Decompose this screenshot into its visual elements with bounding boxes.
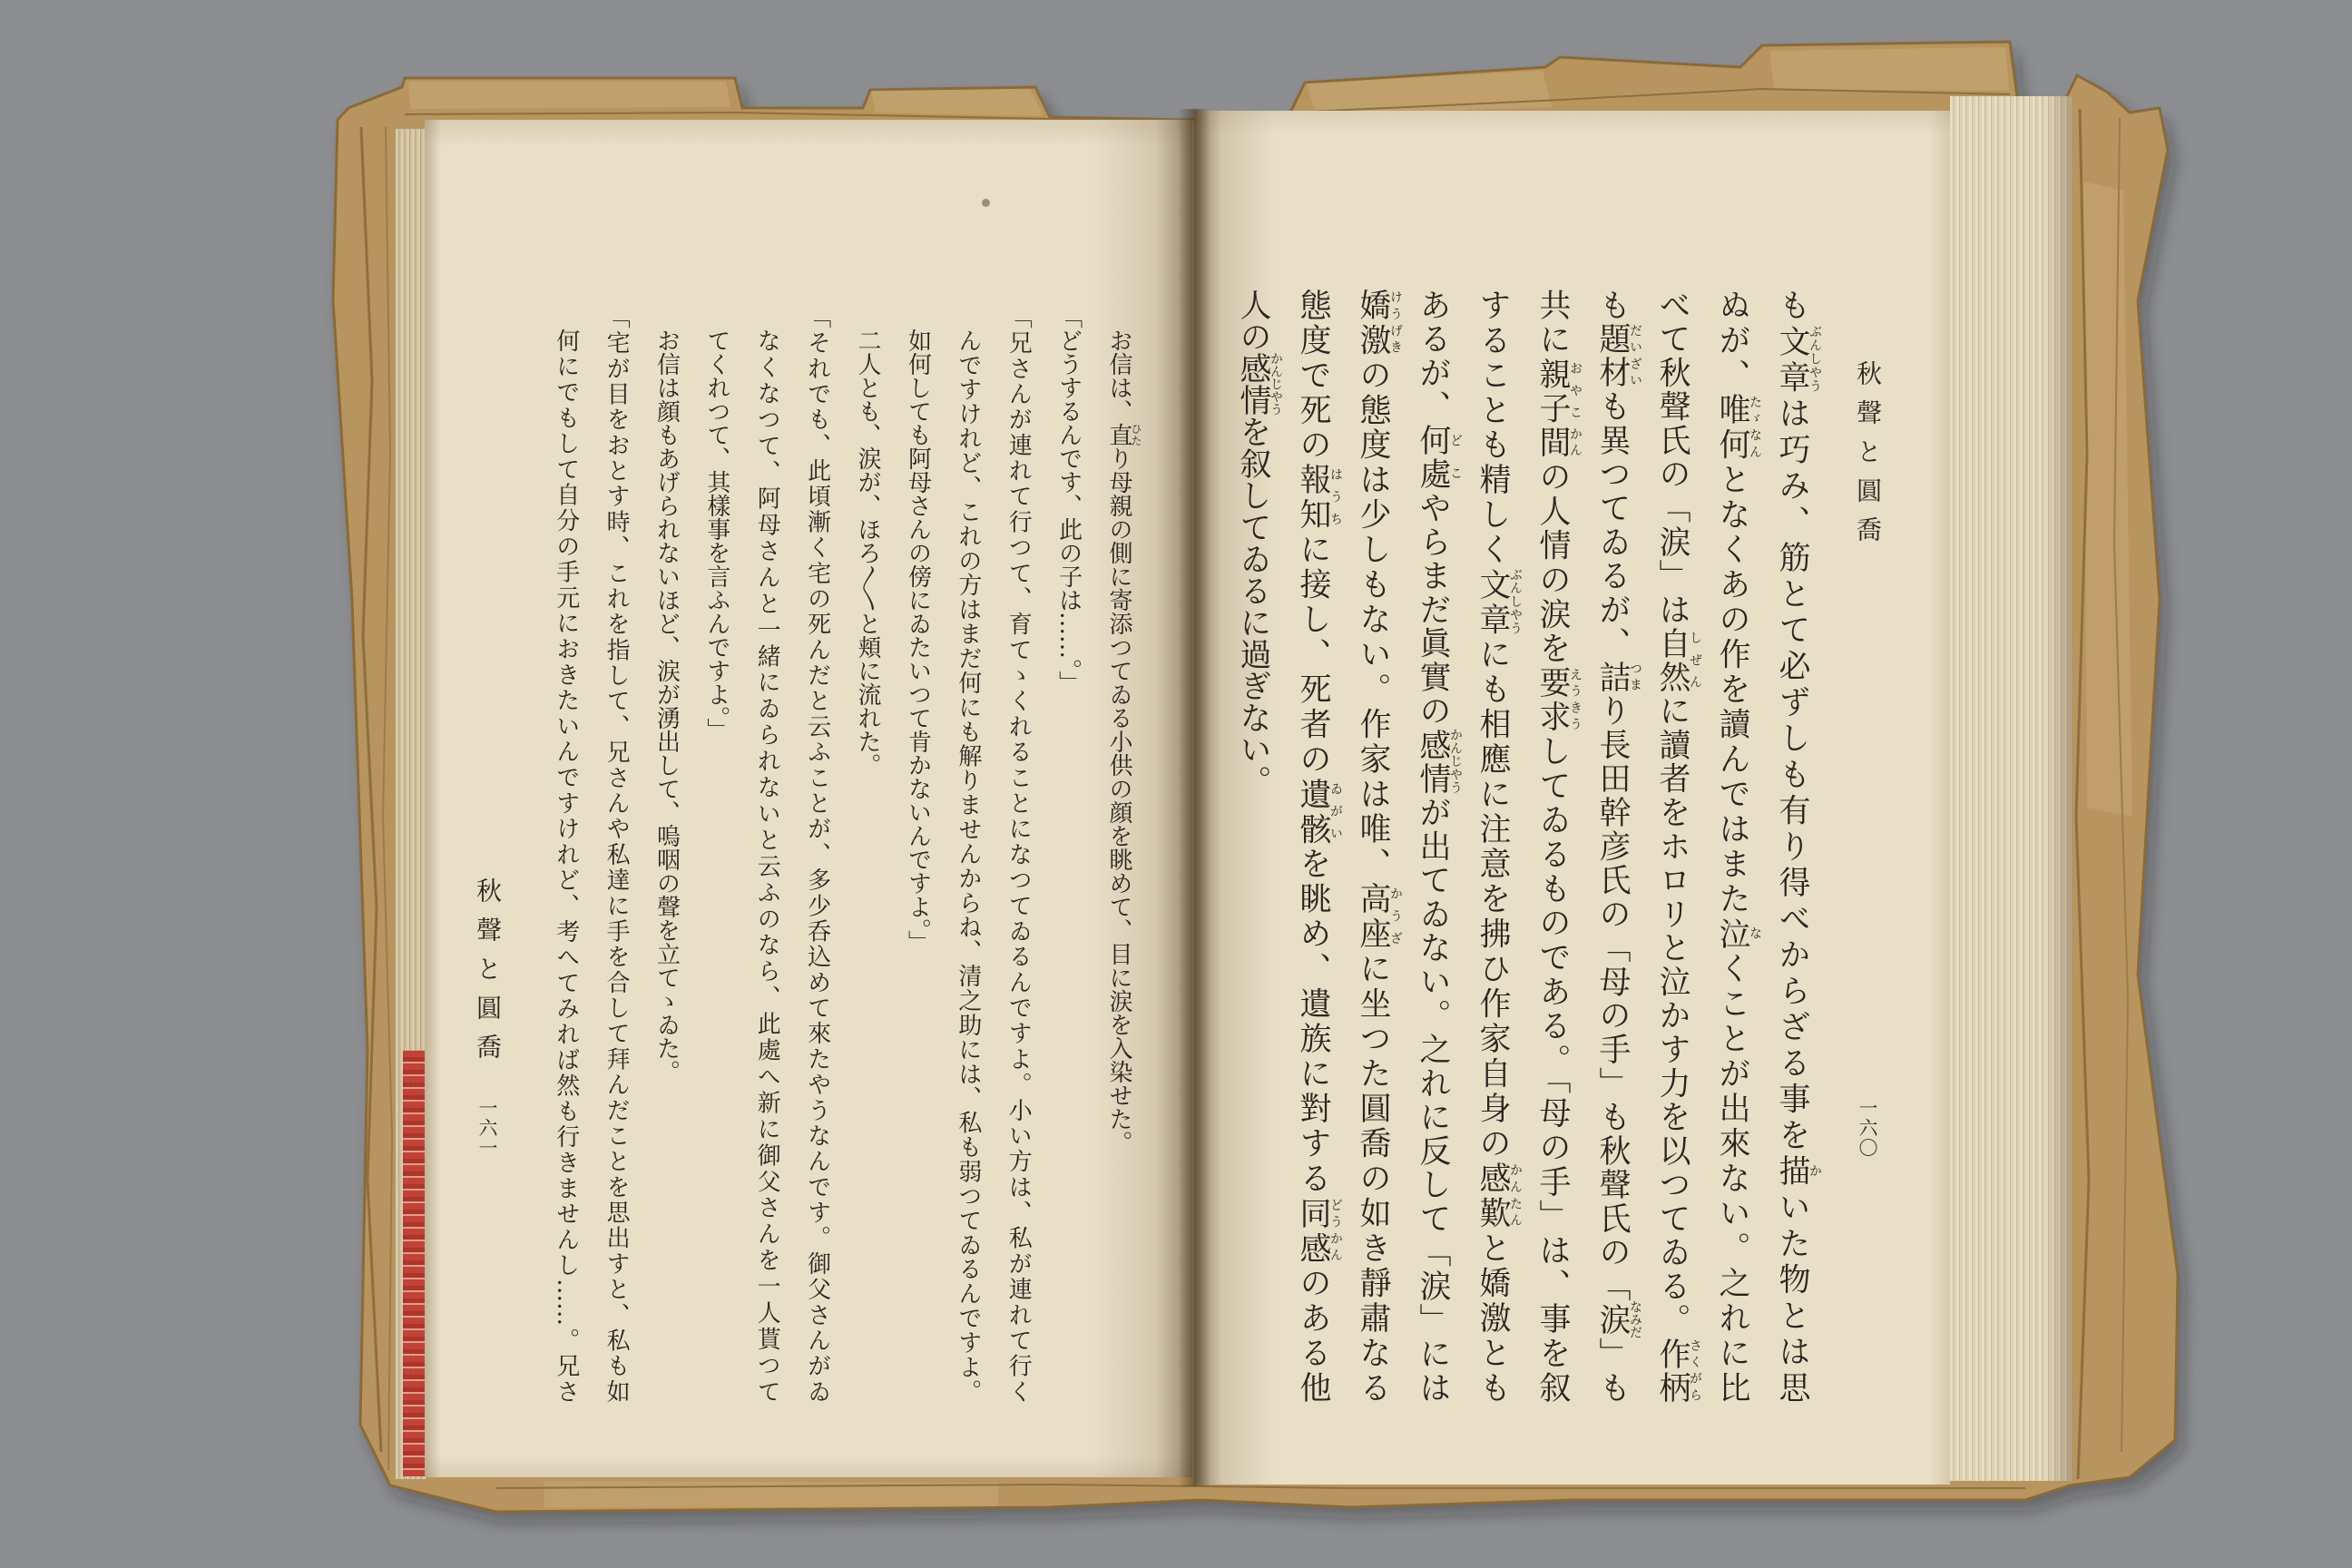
left-page-text [540,305,1143,1403]
text-run: 「それでも、此頃漸く宅の死んだと云ふことが、多少呑込めて來たやうなんです。御父さんがゐ [803,305,831,1403]
text-column [942,305,992,1403]
ruby-word [1594,322,1642,390]
text-column [691,305,740,1403]
ruby-base: 遺骸 [1295,777,1331,848]
ruby-base: 親子 [1534,357,1571,426]
ruby-base: 題材 [1594,322,1631,390]
text-run: 何にでもして自分の手元におきたいんですけれど、考へてみれば然も行きませんし……。兄さ [552,328,580,1403]
text-column [591,305,641,1403]
furigana: なみだ [1628,1299,1642,1338]
text-column [1463,289,1523,1403]
ruby-word [1235,352,1283,416]
ruby-word [1295,463,1343,534]
text-run: んですけれど、これの方はまだ何にも解りませんからね、清之助には、私も弱つてゐるんですよ。 [954,328,982,1403]
ruby-word [1355,289,1403,358]
ruby-word [1714,393,1762,464]
ruby-base: 唯何 [1714,393,1750,464]
furigana: か [1808,1154,1822,1187]
text-run: てくれつて、其樣事を言ふんですよ。」 [702,328,730,741]
ruby-word [1774,324,1822,397]
text-run: と嬌激とも [1475,1231,1511,1404]
text-run: も [1774,289,1810,325]
ruby-word [1415,424,1463,492]
ruby-word [1105,423,1142,446]
ruby-word [1654,1337,1702,1403]
ruby-base: 何處 [1415,424,1451,492]
ruby-base: 感情 [1415,728,1451,797]
furigana: ひた [1130,423,1142,446]
furigana: えうきう [1568,666,1583,732]
text-run: ぬが、 [1714,289,1750,394]
furigana: おやこ [1568,357,1583,424]
text-column [1283,289,1343,1403]
text-column [1223,289,1283,1403]
cover-light-patch [1307,71,1552,114]
furigana: かんじやう [1269,352,1283,416]
text-run: お信は、 [1105,328,1132,423]
text-run: の態度は少しもない。作家は唯、 [1355,358,1391,883]
furigana: はうち [1328,463,1343,530]
text-column [1762,289,1822,1403]
ruby-base: 高座 [1355,882,1391,953]
red-page-edge [403,1050,426,1476]
ruby-base: 自然 [1654,626,1690,695]
text-run: 共に [1534,289,1571,358]
furigana: ぶんしやう [1808,324,1822,393]
text-run: 如何しても阿母さんの傍にゐたいつて肯かないんですよ。」 [904,328,932,954]
ruby-base: 間 [1534,426,1571,461]
furigana: かうざ [1388,882,1403,949]
text-run: に接し、死者の [1295,533,1331,778]
running-title: 秋聲と圓喬 [1853,360,1883,555]
text-run: も異つてゐるが、 [1594,389,1631,662]
text-run: なくなつて、阿母さんと一緒にゐられないと云ふのなら、此處へ新に御父さんを一人貰つて [753,328,781,1403]
text-run: が出てゐない。之れに反して「涙」には [1415,796,1451,1403]
text-run: を眺め、遺族に對する [1295,847,1331,1197]
furigana: な [1748,916,1762,949]
text-run: は巧み、筋とて必ずしも有り得べからざる事を [1774,397,1810,1155]
ruby-word [1534,426,1583,461]
text-run: り母親の側に寄添つてゐる小供の顔を眺めて、目に涙を入染せた。 [1105,446,1132,1154]
furigana: だいざい [1628,322,1642,388]
text-column [1403,289,1463,1403]
book-gutter [1178,109,1210,1486]
paper-stain [982,199,990,207]
text-run: やらまだ眞實の [1415,491,1451,729]
ruby-word [1475,567,1523,638]
ruby-word [1355,882,1403,953]
text-run: 態度で死の [1295,289,1331,464]
furigana: かんじやう [1448,728,1463,794]
ruby-word [1534,357,1583,426]
ruby-word [1714,916,1762,953]
furigana: どうかん [1328,1196,1343,1264]
ruby-base: 文章 [1774,324,1810,397]
text-run: くことが出來ない。之れに比 [1714,952,1750,1404]
text-column [892,305,942,1403]
text-column [1343,289,1403,1403]
text-run: お信は顔もあげられないほど、涙が湧出して、嗚咽の聲を立てゝゐた。 [652,328,681,1083]
text-column [1523,289,1583,1403]
text-run: べて秋聲氏の「涙」は [1654,289,1690,627]
ruby-base: 感歎 [1475,1161,1511,1232]
furigana: ゐがい [1328,777,1343,845]
ruby-word [1654,626,1702,695]
furigana: かんたん [1508,1161,1523,1229]
text-run: となくあの作を讀んではまた [1714,463,1750,917]
ruby-word [1594,661,1642,695]
ruby-word [1774,1154,1822,1191]
text-run: 人の [1235,289,1271,352]
ruby-word [1295,1196,1343,1267]
cover-light-patch [871,89,1044,116]
ruby-base: 作柄 [1654,1337,1690,1403]
text-run: 「兄さんが連れて行つて、育てゝくれることになつてゐるんですよ。小い方は、私が連れて行く [1004,305,1033,1403]
text-run: を叙してゐるに過ぎない。 [1235,416,1271,797]
text-column [1043,305,1093,1403]
ruby-base: 感情 [1235,352,1271,416]
furigana: けうげき [1388,289,1403,356]
text-run: あるが、 [1415,289,1451,425]
furigana: しぜん [1688,626,1702,693]
text-run: に讀者をホロリと泣かす力を以つてゐる。 [1654,694,1690,1338]
furigana: さくがら [1688,1337,1702,1403]
text-column [540,305,590,1403]
furigana: どこ [1448,424,1463,490]
running-title: 秋聲と圓喬 [473,877,503,1073]
text-run: 二人とも、涙が、ほろ〳〵と頬に流れた。 [854,328,882,777]
text-run: も [1594,289,1631,323]
ruby-base: 涙 [1594,1299,1631,1338]
text-run: 「宅が目をおとす時、これを指して、兄さんや私達に手を合して拜んだことを思出すと、私も如 [603,305,631,1404]
ruby-word [1475,1161,1523,1232]
ruby-word [1594,1299,1642,1338]
text-run: いた物とは思 [1774,1191,1810,1404]
furigana: つま [1628,661,1642,693]
right-page-text [1223,289,1822,1403]
text-column [1702,289,1762,1403]
ruby-base: 文章 [1475,567,1511,638]
ruby-base: 描 [1774,1154,1810,1191]
page-number: 一六一 [476,1098,498,1158]
text-run: することも精しく [1475,289,1511,568]
ruby-base: 要求 [1534,666,1571,735]
text-run: の人情の涙を [1534,460,1571,667]
text-column [842,305,892,1403]
text-column [1583,289,1642,1403]
ruby-word [1295,777,1343,848]
page-number: 一六〇 [1857,1098,1878,1158]
ruby-word [1534,666,1583,735]
ruby-base: 詰 [1594,661,1631,695]
furigana: たゞなん [1748,393,1762,460]
text-run: に坐つた圓喬の如き靜肅なる [1355,952,1391,1404]
ruby-base: 報知 [1295,463,1331,534]
text-column [641,305,691,1403]
text-column [741,305,791,1403]
right-page-edges [1950,96,2072,1481]
ruby-base: 同感 [1295,1196,1331,1267]
ruby-base: 直 [1105,423,1132,446]
furigana: ぶんしやう [1508,567,1523,635]
text-run: り長田幹彦氏の「母の手」も秋聲氏の「 [1594,694,1631,1304]
text-run: 「どうするんです、此の子は……。」 [1054,305,1083,694]
text-run: のある他 [1295,1266,1331,1404]
text-column [1642,289,1702,1403]
furigana: かん [1568,426,1583,458]
text-column [993,305,1043,1403]
text-run: してゐるものである。「母の手」は、事を叙 [1534,734,1571,1403]
cover-light-patch [1769,47,2009,91]
cover-light-patch [408,82,730,109]
ruby-base: 泣 [1714,916,1750,953]
text-run: 」も [1594,1335,1631,1403]
text-run: にも相應に注意を拂ひ作家自身の [1475,637,1511,1162]
text-column [791,305,841,1403]
ruby-word [1415,728,1463,797]
ruby-base: 嬌激 [1355,289,1391,358]
text-column [1093,305,1143,1403]
